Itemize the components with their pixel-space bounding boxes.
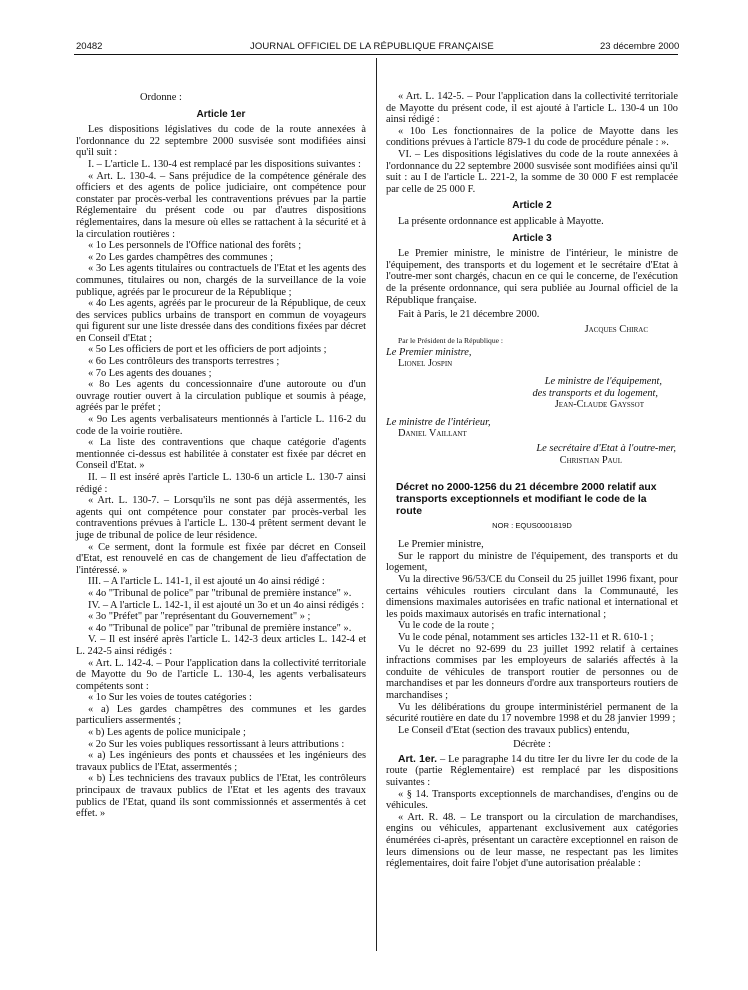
left-paragraph-13: « La liste des contraventions que chaque catégorie d'agents mentionnée ci-dessus est habilitée à constater est fixée par décret en Conseil d'Etat. » bbox=[76, 437, 366, 472]
decree-paragraph-1: Le Premier ministre, bbox=[398, 539, 484, 551]
ordonne-label: Ordonne : bbox=[140, 92, 182, 103]
left-paragraph-5: « 2o Les gardes champêtres des communes ; bbox=[88, 251, 273, 263]
right-top-paragraphs bbox=[386, 91, 678, 195]
art1-label: Art. 1er. bbox=[398, 753, 438, 765]
article-1-heading: Article 1er bbox=[196, 108, 246, 120]
decrete-label: Décrète : bbox=[513, 739, 551, 751]
left-paragraph-12: « 9o Les agents verbalisateurs mentionnés à l'article L. 116-2 du code de la voirie routière. bbox=[76, 414, 366, 437]
journal-title: JOURNAL OFFICIEL DE LA RÉPUBLIQUE FRANÇAISE bbox=[250, 41, 494, 52]
president-line: Par le Président de la République : bbox=[398, 336, 504, 346]
article-3-text: Le Premier ministre, le ministre de l'intérieur, le ministre de l'équipement, des transports et du logement et le secrétaire d'Etat à l'outre-mer sont chargés, chacun en ce qui le concerne, de l'exécution de la présente ordonnance, qui sera publiée au Journal officiel de la République française. bbox=[386, 248, 678, 306]
right-paragraph-1: « Art. L. 142-5. – Pour l'application dans la collectivité territoriale de Mayotte du présent code, il est ajouté à l'article L. 130-4 un 10o ainsi rédigé : bbox=[386, 91, 678, 126]
decree-title: Décret no 2000-1256 du 21 décembre 2000 relatif aux transports exceptionnels et modifiant le code de la route bbox=[396, 482, 657, 517]
left-paragraph-15: « Art. L. 130-7. – Lorsqu'ils ne sont pas déjà assermentés, les agents qui ont compétence pour constater par procès-verbal les contraventions prévues à l'article L. 130-4 prêtent serment devant le juge de tribunal de police de leur résidence. bbox=[76, 495, 366, 541]
left-paragraph-25: « a) Les gardes champêtres des communes et les gardes particuliers assermentés ; bbox=[76, 703, 366, 727]
fait-a-paris: Fait à Paris, le 21 décembre 2000. bbox=[398, 309, 540, 321]
signatures bbox=[386, 321, 678, 467]
decree-paragraph-3: Vu la directive 96/53/CE du Conseil du 25 juillet 1996 fixant, pour certains véhicules routiers circulant dans la Communauté, les dimensions maximales autorisées en trafic national et international et les poids maximaux autorisés en trafic international ; bbox=[386, 573, 678, 620]
nor-reference: NOR : EQUS0001819D bbox=[492, 520, 572, 530]
left-paragraph-21: « 4o "Tribunal de police" par "tribunal de première instance" ». bbox=[88, 622, 352, 634]
article-3-heading: Article 3 bbox=[512, 232, 552, 244]
left-paragraph-14: II. – Il est inséré après l'article L. 130-6 un article L. 130-7 ainsi rédigé : bbox=[76, 472, 366, 495]
president-name: Jacques Chirac bbox=[584, 323, 648, 335]
left-paragraph-7: « 4o Les agents, agréés par le procureur de la République, de ceux des services publics urbains de transport en commun de voyageurs qui figurent sur une liste dressée dans des conditions fixées par décret en Conseil d'Etat ; bbox=[76, 298, 366, 344]
left-paragraph-3: « Art. L. 130-4. – Sans préjudice de la compétence générale des officiers et des agents de police judiciaire, ont compétence pour constater par procès-verbal les contraventions prévues par la partie Réglementaire du présent code ou par d'autres dispositions réglementaires, dans la mesure où elles se rattachent à la sécurité et à la circulation routières : bbox=[76, 170, 366, 240]
decree-paragraph-6: Vu le décret no 92-699 du 23 juillet 1992 relatif à certaines infractions commises par les employeurs de salariés affectés à la conduite de véhicules de transport routier de personnes ou de marchandises et par les donneurs d'ordre aux transporteurs routiers de marchandises ; bbox=[386, 643, 678, 701]
right-paragraph-2: « 10o Les fonctionnaires de la police de Mayotte dans les conditions prévues à l'article 879-1 du code de procédure pénale : ». bbox=[386, 125, 678, 149]
equip-title-2: des transports et du logement, bbox=[532, 387, 658, 399]
left-paragraph-1: Les dispositions législatives du code de la route annexées à l'ordonnance du 22 septembre 2000 susvisée sont modifiées ainsi qu'il suit : bbox=[76, 124, 366, 159]
decree-paragraph-2: Sur le rapport du ministre de l'équipement, des transports et du logement, bbox=[386, 550, 678, 574]
decree-paragraph-7: Vu les délibérations du groupe interministériel permanent de la sécurité routière en date du 17 novembre 1998 et du 28 janvier 1999 ; bbox=[386, 701, 678, 725]
right-column bbox=[386, 91, 678, 870]
left-paragraph-24: « 1o Sur les voies de toutes catégories : bbox=[88, 692, 252, 704]
pm-title: Le Premier ministre, bbox=[386, 346, 472, 358]
left-paragraph-6: « 3o Les agents titulaires ou contractuels de l'Etat et les agents des communes, titulaires ou non, chargés de la surveillance de la voie publique, agréés par le procureur de la République ; bbox=[76, 263, 366, 298]
left-paragraph-17: III. – A l'article L. 141-1, il est ajouté un 4o ainsi rédigé : bbox=[88, 576, 325, 588]
decree-paragraphs bbox=[386, 539, 678, 736]
article-2-text: La présente ordonnance est applicable à Mayotte. bbox=[398, 215, 604, 227]
equip-title-1: Le ministre de l'équipement, bbox=[544, 376, 662, 388]
left-paragraphs bbox=[76, 124, 366, 820]
left-paragraph-22: V. – Il est inséré après l'article L. 142-3 deux articles L. 142-4 et L. 242-5 ainsi rédigés : bbox=[76, 634, 366, 657]
left-paragraph-8: « 5o Les officiers de port et les officiers de port adjoints ; bbox=[88, 344, 327, 356]
page-number: 20482 bbox=[76, 41, 103, 52]
left-paragraph-28: « a) Les ingénieurs des ponts et chaussées et les ingénieurs des travaux publics de l'Etat, assermentés ; bbox=[76, 750, 366, 773]
left-paragraph-10: « 7o Les agents des douanes ; bbox=[88, 367, 212, 379]
decree-paragraph-4: Vu le code de la route ; bbox=[398, 620, 495, 632]
header-rule bbox=[74, 54, 678, 55]
left-column bbox=[76, 92, 366, 820]
outremer-name: Christian Paul bbox=[559, 454, 622, 466]
left-paragraph-4: « 1o Les personnels de l'Office national des forêts ; bbox=[88, 240, 302, 252]
equip-name: Jean-Claude Gayssot bbox=[554, 399, 644, 411]
left-paragraph-29: « b) Les techniciens des travaux publics de l'Etat, les contrôleurs principaux de travaux publics de l'Etat et les agents des travaux publics de l'Etat, quand ils sont commissionnés et assermentés à cet effet. » bbox=[76, 773, 366, 820]
art1-text: – Le paragraphe 14 du titre Ier du livre Ier du code de la route (partie Réglementaire) est remplacé par les dispositions suivantes : bbox=[386, 753, 678, 789]
column-divider bbox=[376, 58, 377, 951]
left-paragraph-16: « Ce serment, dont la formule est fixée par décret en Conseil d'Etat, est renouvelé en cas de changement de lieu d'affectation de l'intéressé. » bbox=[76, 541, 366, 576]
decree-paragraph-5: Vu le code pénal, notamment ses articles 132-11 et R. 610-1 ; bbox=[398, 631, 654, 643]
issue-date: 23 décembre 2000 bbox=[600, 41, 680, 52]
article-1-decree bbox=[386, 754, 678, 789]
left-paragraph-9: « 6o Les contrôleurs des transports terrestres ; bbox=[88, 356, 280, 368]
right-paragraph-3: VI. – Les dispositions législatives du code de la route annexées à l'ordonnance du 22 septembre 2000 susvisée sont modifiées ainsi qu'il suit : au I de l'article L. 221-2, la somme de 30 000 F est remplacée par celle de 25 000 F. bbox=[386, 148, 678, 195]
left-paragraph-2: I. – L'article L. 130-4 est remplacé par les dispositions suivantes : bbox=[88, 158, 361, 170]
left-paragraph-19: IV. – A l'article L. 142-1, il est ajouté un 3o et un 4o ainsi rédigés : bbox=[88, 599, 365, 611]
article-r48: « Art. R. 48. – Le transport ou la circulation de marchandises, engins ou véhicules, appartenant exclusivement aux catégories énumérées ci-après, présentant un caractère exceptionnel en raison de leurs dimensions ou de leur masse, ne respectant pas les limites réglementaires, doit faire l'objet d'une autorisation préalable : bbox=[386, 811, 678, 870]
left-paragraph-20: « 3o "Préfet" par "représentant du Gouvernement" » ; bbox=[88, 611, 311, 623]
decree-paragraph-8: Le Conseil d'Etat (section des travaux publics) entendu, bbox=[398, 724, 630, 736]
article-2-heading: Article 2 bbox=[512, 200, 552, 212]
interior-name: Daniel Vaillant bbox=[398, 428, 467, 440]
left-paragraph-11: « 8o Les agents du concessionnaire d'une autoroute ou d'un ouvrage routier ouvert à la circulation publique et soumis à péage, agréés par le préfet ; bbox=[76, 379, 366, 414]
pm-name: Lionel Jospin bbox=[398, 358, 453, 370]
left-paragraph-23: « Art. L. 142-4. – Pour l'application dans la collectivité territoriale de Mayotte du 9o de l'article L. 130-4, les agents verbalisateurs compétents sont : bbox=[76, 657, 366, 692]
left-paragraph-27: « 2o Sur les voies publiques ressortissant à leurs attributions : bbox=[88, 738, 345, 750]
left-paragraph-26: « b) Les agents de police municipale ; bbox=[88, 727, 246, 739]
outremer-title: Le secrétaire d'Etat à l'outre-mer, bbox=[536, 443, 676, 455]
left-paragraph-18: « 4o "Tribunal de police" par "tribunal de première instance" ». bbox=[88, 587, 352, 599]
interior-title: Le ministre de l'intérieur, bbox=[386, 416, 491, 428]
paragraph-14: « § 14. Transports exceptionnels de marchandises, d'engins ou de véhicules. bbox=[386, 788, 678, 812]
